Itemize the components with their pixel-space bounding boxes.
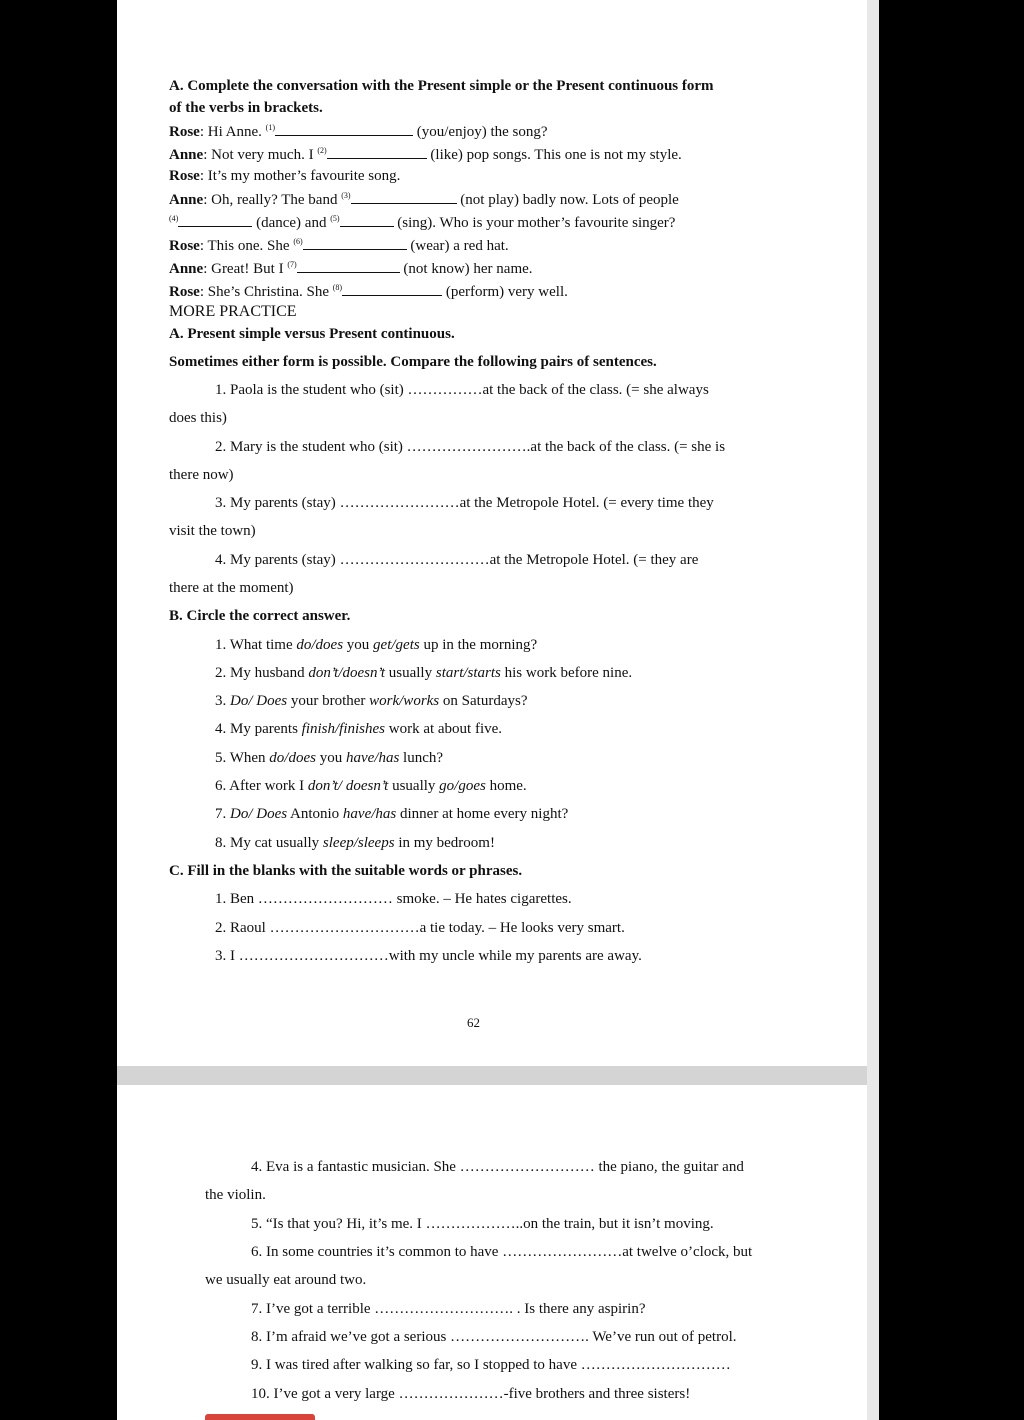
answer-blank-4[interactable] — [178, 213, 252, 227]
fill-item-3: 3. I …………………………with my uncle while my parents are away. — [215, 948, 642, 964]
answer-dots[interactable]: ……………….. — [425, 1216, 524, 1232]
conversation-line-7: Anne: Great! But I $^{(7)}$ (not know) her name. — [169, 260, 533, 277]
circle-item-7[interactable]: 7. Do/ Does Antonio have/has dinner at home every night? — [215, 806, 569, 822]
fill-item-8: 8. I’m afraid we’ve got a serious ………………………. We’ve run out of petrol. — [251, 1329, 737, 1345]
conversation-line-3: Rose: It’s my mother’s favourite song. — [169, 168, 401, 184]
answer-dots[interactable]: ……………………. — [406, 439, 531, 455]
answer-dots[interactable]: ………………………… — [339, 552, 490, 568]
answer-blank-6[interactable] — [303, 236, 407, 250]
answer-blank-7[interactable] — [297, 259, 400, 273]
fill-item-4-cont: the violin. — [205, 1187, 266, 1203]
fill-item-7: 7. I’ve got a terrible ………………………. . Is there any aspirin? — [251, 1301, 646, 1317]
circle-item-5[interactable]: 5. When do/does you have/has lunch? — [215, 750, 444, 766]
fill-item-5: 5. “Is that you? Hi, it’s me. I ………………..on the train, but it isn’t moving. — [251, 1216, 714, 1232]
practice-item-2: 2. Mary is the student who (sit) …………………….at the back of the class. (= she is — [215, 439, 726, 455]
conversation-line-2: Anne: Not very much. I $^{(2)}$ (like) pop songs. This one is not my style. — [169, 146, 682, 163]
practice-item-3-cont: visit the town) — [169, 523, 256, 539]
circle-item-3[interactable]: 3. Do/ Does your brother work/works on Saturdays? — [215, 693, 528, 709]
fill-item-6: 6. In some countries it’s common to have ……………………at twelve o’clock, but — [251, 1244, 753, 1260]
conversation-line-8: Rose: She’s Christina. She $^{(8)}$ (perform) very well. — [169, 283, 568, 300]
section-a-heading-cont: of the verbs in brackets. — [169, 100, 323, 116]
page-number: 62 — [467, 1015, 480, 1030]
answer-dots[interactable]: ………………………… — [238, 948, 389, 964]
cropped-heading-fragment — [205, 1414, 315, 1420]
conversation-line-6: Rose: This one. She $^{(6)}$ (wear) a red hat. — [169, 237, 509, 254]
circle-item-6[interactable]: 6. After work I don’t/ doesn’t usually go/goes home. — [215, 778, 527, 794]
answer-blank-8[interactable] — [342, 282, 442, 296]
answer-dots[interactable]: …………… — [407, 382, 483, 398]
answer-dots[interactable]: …………………… — [502, 1244, 623, 1260]
answer-blank-5[interactable] — [340, 213, 394, 227]
fill-item-6-cont: we usually eat around two. — [205, 1272, 367, 1288]
section-a-heading: A. Complete the conversation with the Present simple or the Present continuous form — [169, 78, 714, 94]
fill-item-4: 4. Eva is a fantastic musician. She ……………………… the piano, the guitar and — [251, 1159, 744, 1175]
circle-item-4[interactable]: 4. My parents finish/finishes work at about five. — [215, 721, 503, 737]
answer-dots[interactable]: …………………… — [339, 495, 460, 511]
practice-item-3: 3. My parents (stay) ……………………at the Metropole Hotel. (= every time they — [215, 495, 714, 511]
more-practice-intro: Sometimes either form is possible. Compare the following pairs of sentences. — [169, 354, 657, 370]
practice-item-4-cont: there at the moment) — [169, 580, 294, 596]
fill-item-10: 10. I’ve got a very large …………………-five brothers and three sisters! — [251, 1386, 691, 1402]
answer-dots[interactable]: ………………… — [398, 1386, 504, 1402]
answer-blank-3[interactable] — [351, 190, 457, 204]
answer-blank-1[interactable] — [275, 122, 413, 136]
fill-item-2: 2. Raoul …………………………a tie today. – He looks very smart. — [215, 920, 625, 936]
fill-item-9: 9. I was tired after walking so far, so I stopped to have ………………………… — [251, 1357, 731, 1373]
conversation-line-5: $^{(4)}$ (dance) and $^{(5)}$ (sing). Who is your mother’s favourite singer? — [169, 214, 676, 231]
circle-item-2[interactable]: 2. My husband don’t/doesn’t usually start/starts his work before nine. — [215, 665, 633, 681]
circle-item-8[interactable]: 8. My cat usually sleep/sleeps in my bedroom! — [215, 835, 495, 851]
answer-dots[interactable]: ……………………… — [459, 1159, 595, 1175]
section-b-title: B. Circle the correct answer. — [169, 608, 351, 624]
page-edge — [867, 0, 879, 1420]
practice-item-1: 1. Paola is the student who (sit) ……………at the back of the class. (= she always — [215, 382, 709, 398]
section-c-title: C. Fill in the blanks with the suitable words or phrases. — [169, 863, 523, 879]
answer-dots[interactable]: ………………………. — [374, 1301, 514, 1317]
answer-blank-2[interactable] — [327, 145, 427, 159]
answer-dots[interactable]: ………………………… — [269, 920, 420, 936]
fill-item-1: 1. Ben ……………………… smoke. – He hates cigarettes. — [215, 891, 572, 907]
practice-item-2-cont: there now) — [169, 467, 234, 483]
practice-item-4: 4. My parents (stay) …………………………at the Metropole Hotel. (= they are — [215, 552, 699, 568]
more-practice-subtitle: A. Present simple versus Present continuous. — [169, 326, 455, 342]
answer-dots[interactable]: ……………………… — [257, 891, 393, 907]
page-gap — [117, 1066, 879, 1085]
answer-dots[interactable]: ………………………… — [580, 1357, 731, 1373]
answer-dots[interactable]: ………………………. — [450, 1329, 589, 1345]
more-practice-title: MORE PRACTICE — [169, 303, 297, 320]
conversation-line-4: Anne: Oh, really? The band $^{(3)}$ (not play) badly now. Lots of people — [169, 191, 679, 208]
practice-item-1-cont: does this) — [169, 410, 227, 426]
circle-item-1[interactable]: 1. What time do/does you get/gets up in the morning? — [215, 637, 538, 653]
worksheet-page-62 — [117, 0, 867, 1066]
worksheet-page-63 — [117, 1085, 867, 1420]
conversation-line-1: Rose: Hi Anne. $^{(1)}$ (you/enjoy) the song? — [169, 123, 548, 140]
